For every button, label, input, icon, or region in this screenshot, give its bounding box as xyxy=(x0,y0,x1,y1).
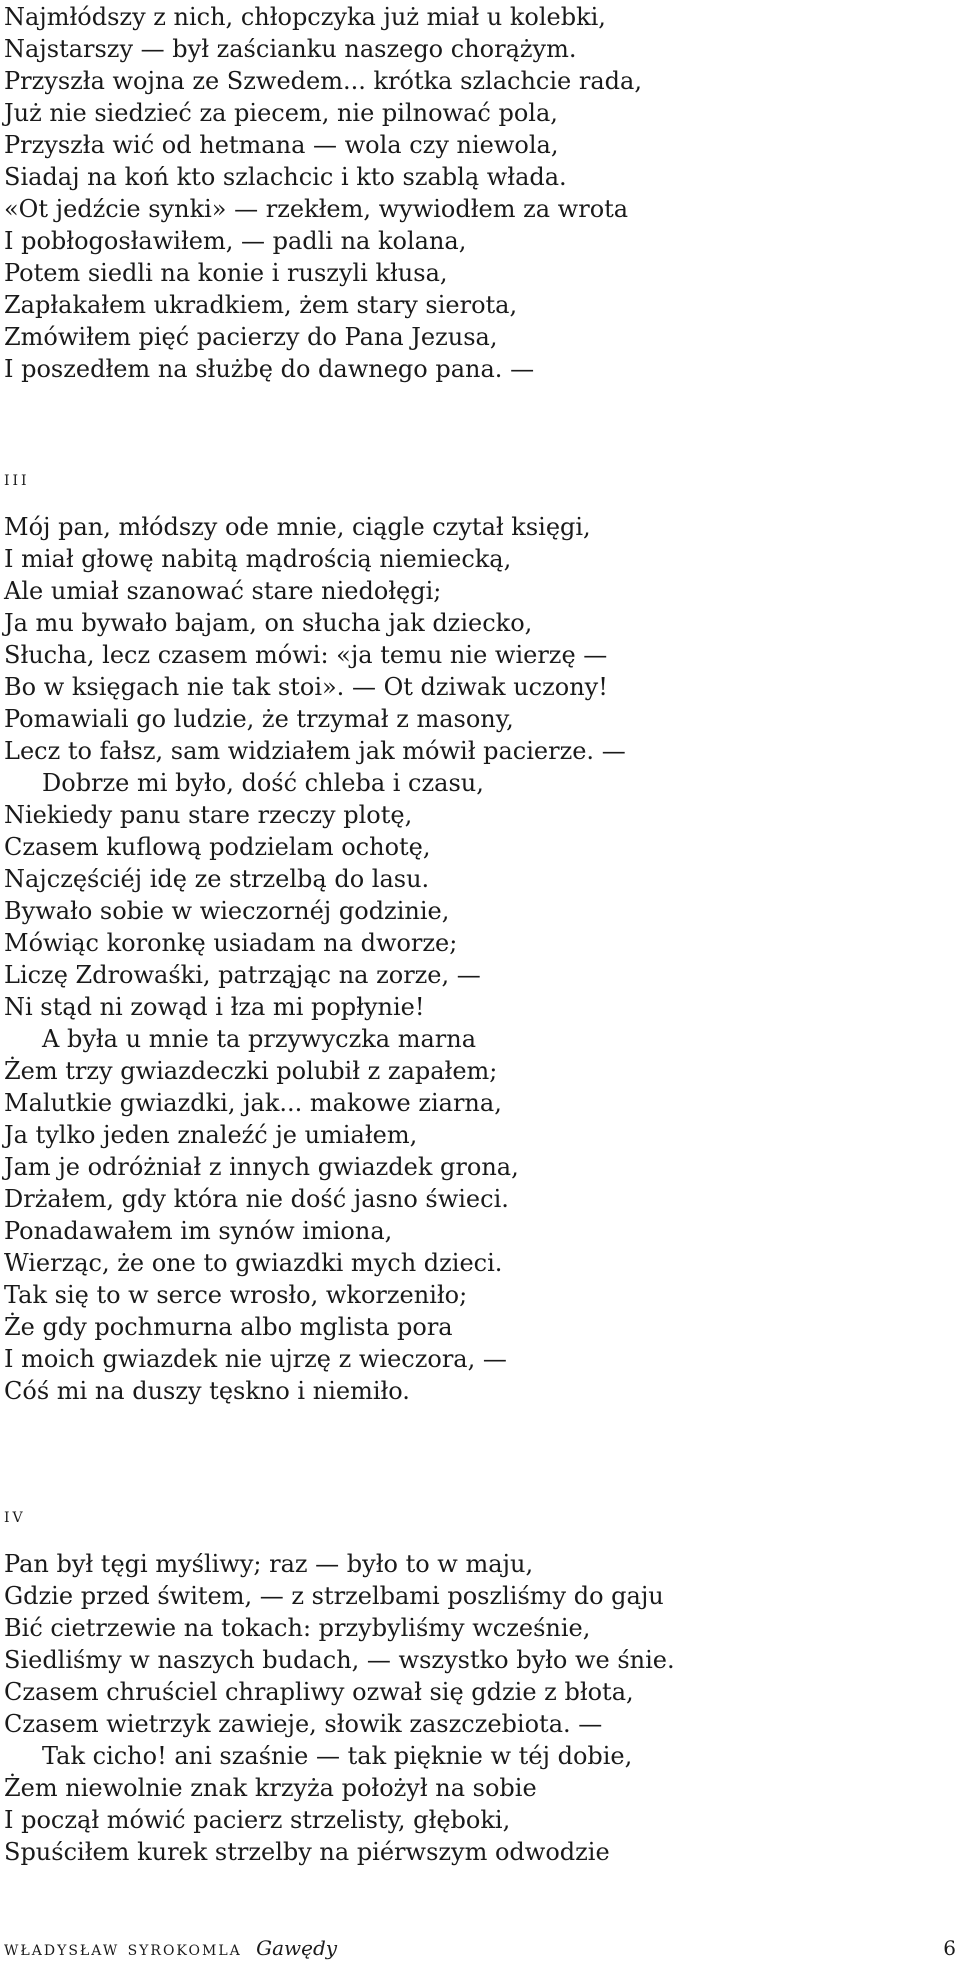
poem-line: Żem niewolnie znak krzyża położył na sobie xyxy=(4,1774,537,1802)
poem-line: Słucha, lecz czasem mówi: «ja temu nie wierzę — xyxy=(4,641,608,669)
poem-line: Bywało sobie w wieczornéj godzinie, xyxy=(4,897,450,925)
poem-line: Wierząc, że one to gwiazdki mych dzieci. xyxy=(4,1249,503,1277)
poem-line: Spuściłem kurek strzelby na piérwszym odwodzie xyxy=(4,1838,610,1866)
footer-author: władysław syrokomla xyxy=(4,1936,242,1960)
poem-line: Dobrze mi było, dość chleba i czasu, xyxy=(42,769,484,797)
poem-line: Czasem wietrzyk zawieje, słowik zaszczebiota. — xyxy=(4,1710,603,1738)
poem-line: Mój pan, młódszy ode mnie, ciągle czytał księgi, xyxy=(4,513,591,541)
poem-line: Czasem kuflową podzielam ochotę, xyxy=(4,833,431,861)
poem-line: I miał głowę nabitą mądrością niemiecką, xyxy=(4,545,512,573)
poem-line: Mówiąc koronkę usiadam na dworze; xyxy=(4,929,458,957)
poem-line: Potem siedli na konie i ruszyli kłusa, xyxy=(4,259,448,287)
poem-line: Tak cicho! ani szaśnie — tak pięknie w téj dobie, xyxy=(42,1742,633,1770)
poem-line: Drżałem, gdy która nie dość jasno świeci. xyxy=(4,1185,509,1213)
poem-line: Jam je odróżniał z innych gwiazdek grona, xyxy=(4,1153,519,1181)
section-number-iii: iii xyxy=(4,466,30,490)
poem-line: Liczę Zdrowaśki, patrząjąc na zorze, — xyxy=(4,961,481,989)
poem-line: A była u mnie ta przywyczka marna xyxy=(42,1025,477,1053)
poem-line: Czasem chruściel chrapliwy ozwał się gdzie z błota, xyxy=(4,1678,634,1706)
poem-line: Tak się to w serce wrosło, wkorzeniło; xyxy=(4,1281,468,1309)
poem-line: Przyszła wić od hetmana — wola czy niewola, xyxy=(4,131,559,159)
poem-line: Zmówiłem pięć pacierzy do Pana Jezusa, xyxy=(4,323,498,351)
poem-stanza-part-c xyxy=(4,1548,675,1868)
poem-line: I począł mówić pacierz strzelisty, głęboki, xyxy=(4,1806,511,1834)
poem-line: Lecz to fałsz, sam widziałem jak mówił pacierze. — xyxy=(4,737,626,765)
footer-work-title: Gawędy xyxy=(256,1936,338,1960)
poem-line: Ja tylko jeden znaleźć je umiałem, xyxy=(4,1121,418,1149)
poem-line: Ja mu bywało bajam, on słucha jak dziecko, xyxy=(4,609,533,637)
poem-line: Ale umiał szanować stare niedołęgi; xyxy=(4,577,442,605)
poem-line: I poszedłem na służbę do dawnego pana. — xyxy=(4,355,535,383)
poem-line: Najmłódszy z nich, chłopczyka już miał u kolebki, xyxy=(4,3,606,31)
poem-line: I moich gwiazdek nie ujrzę z wieczora, — xyxy=(4,1345,507,1373)
section-number-iv: iv xyxy=(4,1503,26,1527)
poem-line: Cóś mi na duszy tęskno i niemiło. xyxy=(4,1377,410,1405)
poem-line: Niekiedy panu stare rzeczy plotę, xyxy=(4,801,413,829)
poem-line: Ni stąd ni zowąd i łza mi popłynie! xyxy=(4,993,425,1021)
poem-line: Najstarszy — był zaścianku naszego chorążym. xyxy=(4,35,577,63)
poem-line: I pobłogosławiłem, — padli na kolana, xyxy=(4,227,467,255)
poem-line: Siedliśmy w naszych budach, — wszystko było we śnie. xyxy=(4,1646,675,1674)
poem-line: Malutkie gwiazdki, jak... makowe ziarna, xyxy=(4,1089,502,1117)
poem-stanza-part-b xyxy=(4,511,626,1407)
poem-line: Bo w księgach nie tak stoi». — Ot dziwak uczony! xyxy=(4,673,608,701)
poem-line: Że gdy pochmurna albo mglista pora xyxy=(4,1313,453,1341)
poem-line: Już nie siedzieć za piecem, nie pilnować pola, xyxy=(4,99,558,127)
poem-line: «Ot jedźcie synki» — rzekłem, wywiodłem za wrota xyxy=(4,195,629,223)
poem-line: Siadaj na koń kto szlachcic i kto szablą włada. xyxy=(4,163,567,191)
poem-stanza-part-a xyxy=(4,1,642,385)
poem-line: Pomawiali go ludzie, że trzymał z masony, xyxy=(4,705,514,733)
poem-line: Najczęściéj idę ze strzelbą do lasu. xyxy=(4,865,430,893)
poem-line: Żem trzy gwiazdeczki polubił z zapałem; xyxy=(4,1057,498,1085)
page-footer xyxy=(4,1934,956,1962)
poem-line: Przyszła wojna ze Szwedem... krótka szlachcie rada, xyxy=(4,67,642,95)
running-footer xyxy=(4,1934,345,1962)
page-number: 6 xyxy=(943,1936,956,1960)
poem-line: Zapłakałem ukradkiem, żem stary sierota, xyxy=(4,291,518,319)
poem-line: Bić cietrzewie na tokach: przybyliśmy wcześnie, xyxy=(4,1614,591,1642)
poem-line: Gdzie przed świtem, — z strzelbami poszliśmy do gaju xyxy=(4,1582,664,1610)
poem-line: Pan był tęgi myśliwy; raz — było to w maju, xyxy=(4,1550,534,1578)
poem-line: Ponadawałem im synów imiona, xyxy=(4,1217,393,1245)
